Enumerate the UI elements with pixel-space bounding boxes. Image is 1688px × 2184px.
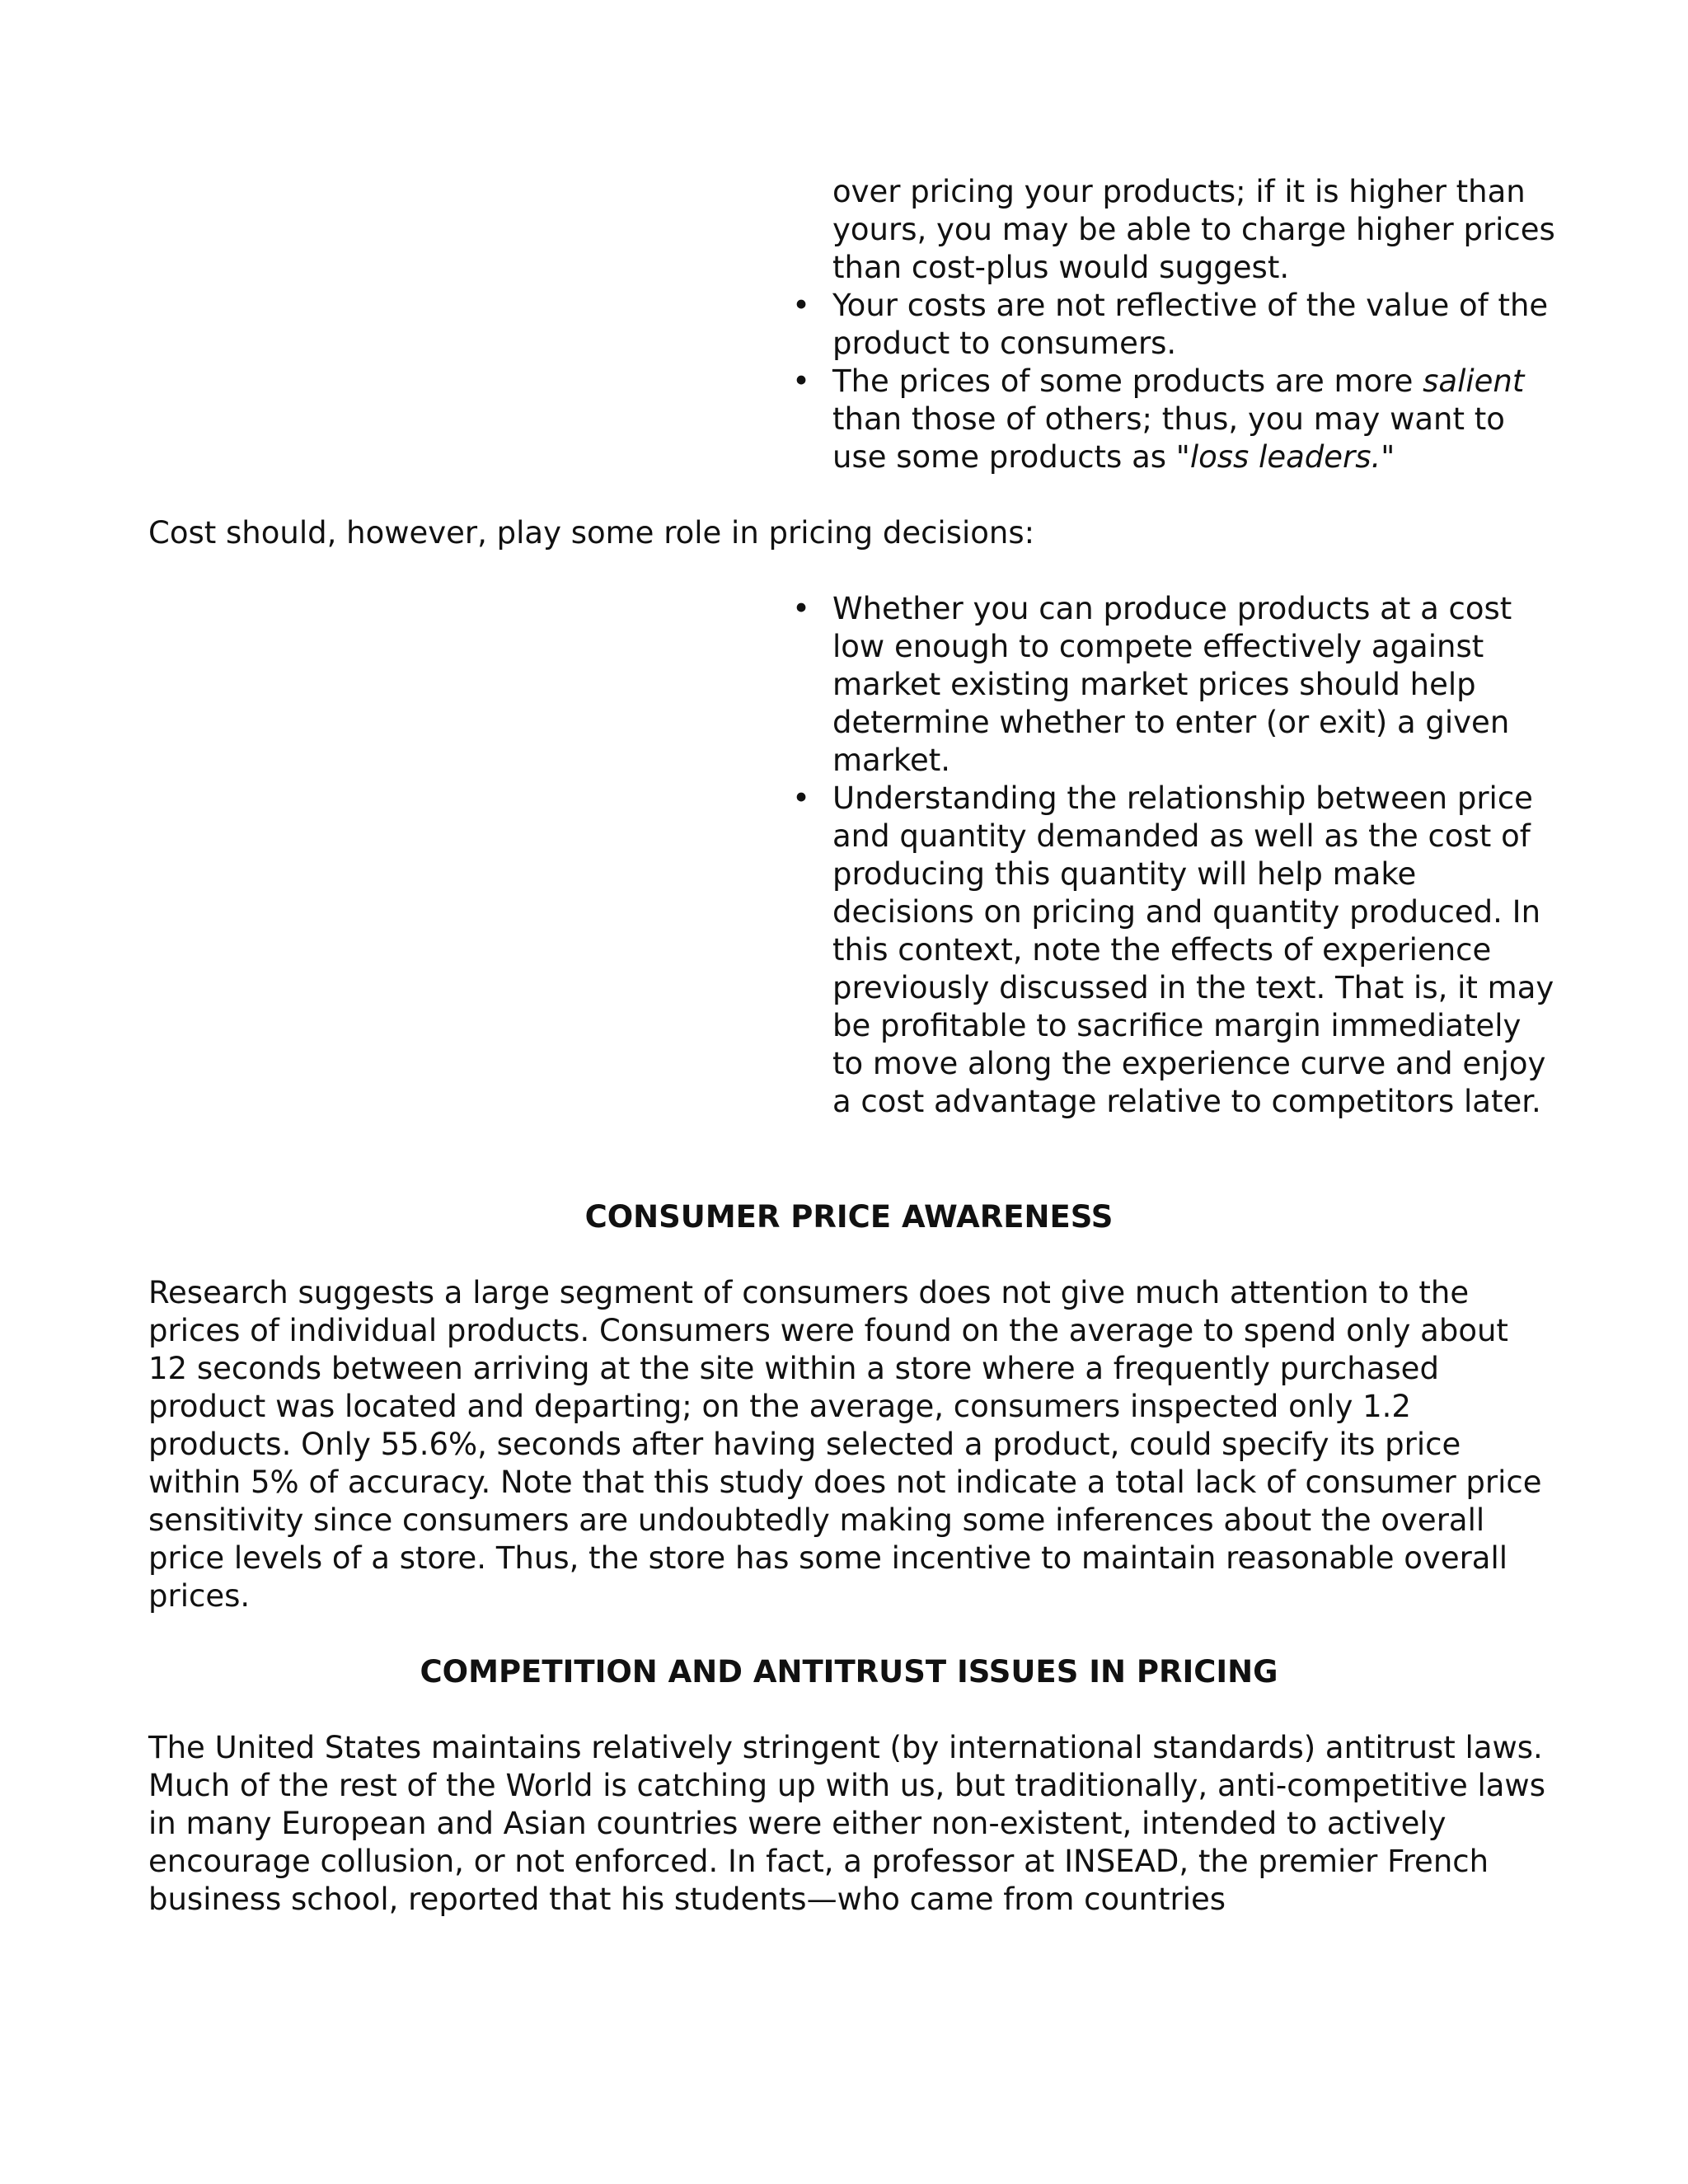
list-continuation-text: over pricing your products; if it is higher than yours, you may be able to charge higher prices than cost-plus would suggest.	[832, 174, 1555, 285]
list-item-text-a: The prices of some products are more	[832, 363, 1423, 399]
list-item-text-b: than those of others; thus, you may want to use some products as "	[832, 401, 1505, 475]
list-item-text: Understanding the relationship between price and quantity demanded as well as the cost of producing this quantity will help make decisions on pricing and quantity produced. In this context, note the effects of experience previously discussed in the text. That is, it may be profitable to sacrifice margin immediately to move along the experience curve and enjoy a cost advantage relative to competitors later.	[832, 780, 1554, 1119]
cost-bullet-list	[792, 590, 1558, 1121]
list-item	[792, 287, 1558, 363]
list-item	[792, 590, 1558, 780]
list-item-text: Whether you can produce products at a cost low enough to compete effectively against market existing market prices should help determine whether to enter (or exit) a given market.	[832, 591, 1512, 778]
emphasis-salient: salient	[1423, 363, 1525, 399]
list-item	[792, 780, 1558, 1121]
bullet-icon: •	[792, 363, 810, 399]
top-bullet-list	[792, 287, 1558, 476]
section-body-consumer-price-awareness: Research suggests a large segment of consumers does not give much attention to the prices of individual products. Consumers were found on the average to spend only about 12 seconds between arriving at the site within a store where a frequently purchased product was located and departing; on the average, consumers inspected only 1.2 products. Only 55.6%, seconds after having selected a product, could specify its price within 5% of accuracy. Note that this study does not indicate a total lack of consumer price sensitivity since consumers are undoubtedly making some inferences about the overall price levels of a store. Thus, the store has some incentive to maintain reasonable overall prices.	[148, 1275, 1542, 1614]
list-item-text: Your costs are not reflective of the value of the product to consumers.	[832, 288, 1549, 361]
list-item	[792, 363, 1558, 476]
bullet-icon: •	[792, 288, 810, 323]
cost-intro-paragraph: Cost should, however, play some role in pricing decisions:	[148, 515, 1035, 551]
section-body-competition-antitrust: The United States maintains relatively stringent (by international standards) antitrust laws. Much of the rest of the World is catching up with us, but traditionally, anti-competitive laws in many European and Asian countries were either non-existent, intended to actively encourage collusion, or not enforced. In fact, a professor at INSEAD, the premier French business school, reported that his students—who came from countries	[148, 1730, 1545, 1917]
bullet-icon: •	[792, 591, 810, 626]
bullet-icon: •	[792, 780, 810, 816]
emphasis-loss-leaders: loss leaders."	[1189, 439, 1395, 475]
section-heading-consumer-price-awareness: CONSUMER PRICE AWARENESS	[584, 1199, 1114, 1235]
section-heading-competition-antitrust: COMPETITION AND ANTITRUST ISSUES IN PRICING	[420, 1654, 1278, 1690]
